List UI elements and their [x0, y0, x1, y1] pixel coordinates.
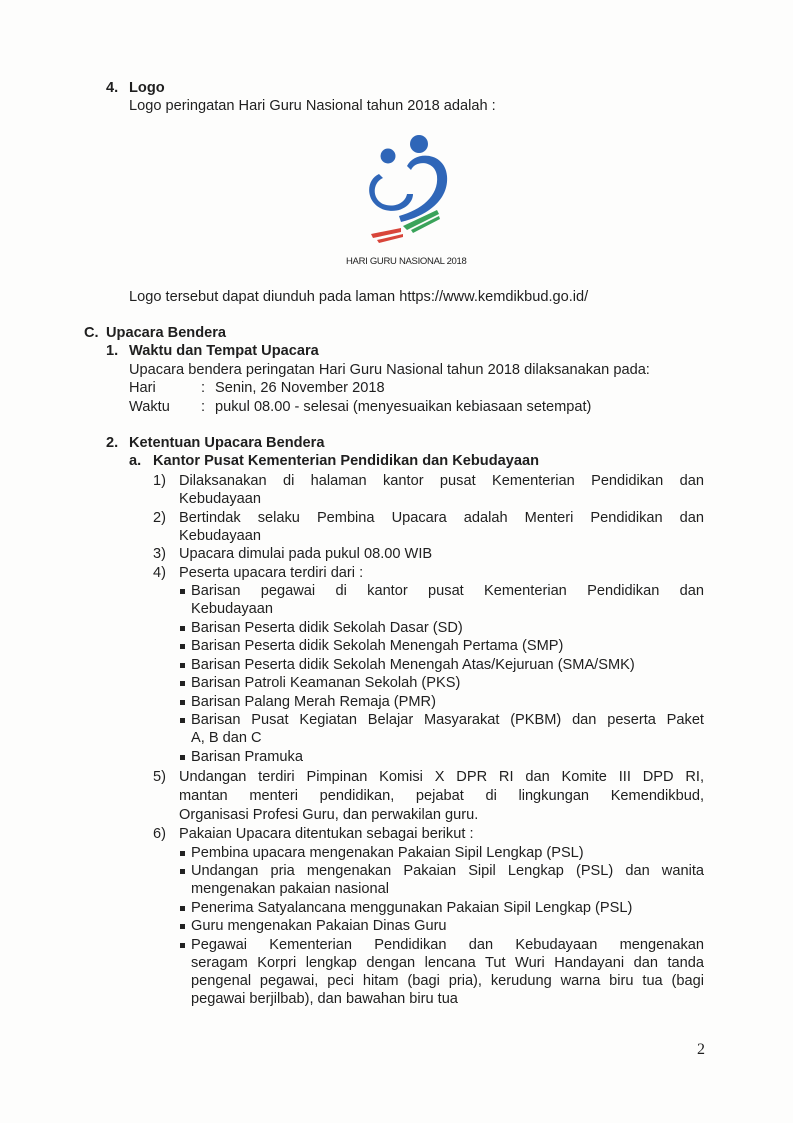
item-1-line-2: Kebudayaan	[179, 491, 261, 507]
bullet	[180, 589, 185, 594]
item-6-bullet-5-line-1: Pegawai Kementerian Pendidikan dan Kebudayaan mengenakan	[191, 937, 704, 953]
item-6-bullet-5-line-4: pegawai berjilbab), dan bawahan biru tua	[191, 991, 458, 1007]
item-3-text: Upacara dimulai pada pukul 08.00 WIB	[179, 546, 433, 562]
item-4-bullet-5: Barisan Patroli Keamanan Sekolah (PKS)	[191, 675, 461, 691]
sub-1-intro: Upacara bendera peringatan Hari Guru Nasional tahun 2018 dilaksanakan pada:	[129, 362, 650, 378]
bullet	[180, 755, 185, 760]
item-2-number: 2)	[153, 510, 166, 526]
row-hari-value: Senin, 26 November 2018	[215, 380, 385, 396]
section-4-heading: Logo	[129, 80, 165, 96]
item-4-bullet-2: Barisan Peserta didik Sekolah Dasar (SD)	[191, 620, 463, 636]
bullet	[180, 681, 185, 686]
sub-1-number: 1.	[106, 343, 119, 359]
sub-2-number: 2.	[106, 435, 119, 451]
logo-child-body	[369, 174, 413, 211]
page-number: 2	[697, 1041, 705, 1058]
item-2-line-1: Bertindak selaku Pembina Upacara adalah Menteri Pendidikan dan	[179, 510, 704, 526]
item-1-line-1: Dilaksanakan di halaman kantor pusat Kementerian Pendidikan dan	[179, 473, 704, 489]
sub-2-heading: Ketentuan Upacara Bendera	[129, 435, 325, 451]
item-4-bullet-7-line-2: A, B dan C	[191, 730, 262, 746]
sub-1-heading: Waktu dan Tempat Upacara	[129, 343, 319, 359]
item-6-bullet-5-line-3: pengenal pegawai, peci hitam (bagi pria), kerudung warna biru tua (bagi	[191, 973, 704, 989]
bullet	[180, 924, 185, 929]
logo-child-head	[381, 149, 396, 164]
logo-caption: HARI GURU NASIONAL 2018	[346, 256, 467, 267]
row-waktu-sep: :	[201, 399, 206, 415]
item-6-bullet-4: Guru mengenakan Pakaian Dinas Guru	[191, 918, 447, 934]
item-4-bullet-4: Barisan Peserta didik Sekolah Menengah Atas/Kejuruan (SMA/SMK)	[191, 657, 635, 673]
row-waktu-value: pukul 08.00 - selesai (menyesuaikan kebiasaan setempat)	[215, 399, 592, 415]
item-2-line-2: Kebudayaan	[179, 528, 261, 544]
item-6-bullet-5-line-2: seragam Korpri lengkap dengan lencana Tut Wuri Handayani dan tanda	[191, 955, 704, 971]
item-4-bullet-7-line-1: Barisan Pusat Kegiatan Belajar Masyarakat (PKBM) dan peserta Paket	[191, 712, 704, 728]
row-hari-sep: :	[201, 380, 206, 396]
hari-guru-logo	[355, 130, 455, 252]
item-1-number: 1)	[153, 473, 166, 489]
bullet	[180, 906, 185, 911]
row-hari-label: Hari	[129, 380, 156, 396]
item-6-number: 6)	[153, 826, 166, 842]
bullet	[180, 644, 185, 649]
item-6-bullet-2-line-2: mengenakan pakaian nasional	[191, 881, 389, 897]
item-5-number: 5)	[153, 769, 166, 785]
item-4-bullet-6: Barisan Palang Merah Remaja (PMR)	[191, 694, 436, 710]
item-4-bullet-1-line-1: Barisan pegawai di kantor pusat Kementerian Pendidikan dan	[191, 583, 704, 599]
item-6-bullet-3: Penerima Satyalancana menggunakan Pakaian Sipil Lengkap (PSL)	[191, 900, 633, 916]
logo-adult-arm	[399, 156, 447, 222]
bullet	[180, 869, 185, 874]
item-6-bullet-2-line-1: Undangan pria mengenakan Pakaian Sipil Lengkap (PSL) dan wanita	[191, 863, 704, 879]
item-4-bullet-1-line-2: Kebudayaan	[191, 601, 273, 617]
bullet	[180, 700, 185, 705]
item-6-bullet-1: Pembina upacara mengenakan Pakaian Sipil Lengkap (PSL)	[191, 845, 584, 861]
item-5-line-1: Undangan terdiri Pimpinan Komisi X DPR RI dan Komite III DPD RI,	[179, 769, 704, 785]
section-4-number: 4.	[106, 80, 119, 96]
bullet	[180, 663, 185, 668]
row-waktu-label: Waktu	[129, 399, 170, 415]
section-c-heading: Upacara Bendera	[106, 325, 227, 341]
sub-2a-letter: a.	[129, 453, 142, 469]
logo-intro: Logo peringatan Hari Guru Nasional tahun 2018 adalah :	[129, 98, 496, 114]
bullet	[180, 943, 185, 948]
item-4-bullet-3: Barisan Peserta didik Sekolah Menengah Pertama (SMP)	[191, 638, 564, 654]
bullet	[180, 718, 185, 723]
item-4-text: Peserta upacara terdiri dari :	[179, 565, 364, 581]
item-4-number: 4)	[153, 565, 166, 581]
item-3-number: 3)	[153, 546, 166, 562]
item-4-bullet-8: Barisan Pramuka	[191, 749, 303, 765]
logo-adult-head	[410, 135, 428, 153]
item-6-text: Pakaian Upacara ditentukan sebagai berikut :	[179, 826, 474, 842]
bullet	[180, 851, 185, 856]
item-5-line-3: Organisasi Profesi Guru, dan perwakilan guru.	[179, 807, 479, 823]
bullet	[180, 626, 185, 631]
section-c-letter: C.	[84, 325, 99, 341]
sub-2a-heading: Kantor Pusat Kementerian Pendidikan dan Kebudayaan	[153, 453, 540, 469]
item-5-line-2: mantan menteri pendidikan, pejabat di lingkungan Kemendikbud,	[179, 788, 704, 804]
logo-download-note: Logo tersebut dapat diunduh pada laman https://www.kemdikbud.go.id/	[129, 289, 589, 305]
